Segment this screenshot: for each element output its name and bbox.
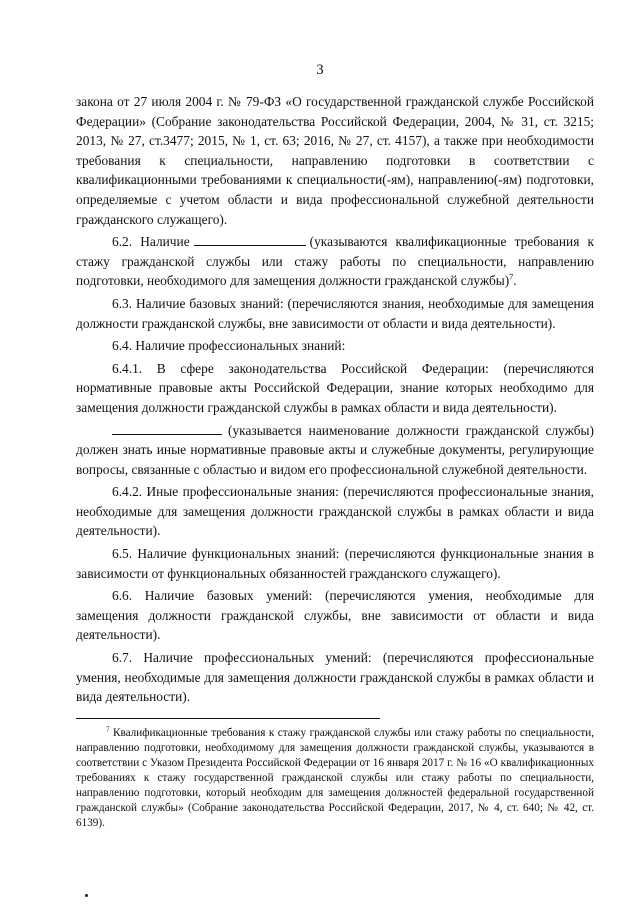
document-body <box>76 92 594 710</box>
paragraph-6-2-text: (указываются квалификационные требования к стажу гражданской службы или стажу работы по специальности, направлению подготовки, необходимого для замещения должности гражданской службы) <box>76 234 594 289</box>
paragraph-6-2 <box>76 232 594 291</box>
paragraph-6-7: 6.7. Наличие профессиональных умений: (перечисляются профессиональные умения, необходимые для замещения должности гражданской службы в рамках области и вида деятельности). <box>76 650 594 705</box>
paragraph-6-4-1-continued <box>76 421 594 480</box>
footnote-divider <box>76 718 380 719</box>
paragraph-6-2-end: . <box>513 273 517 289</box>
footnote-text: Квалификационные требования к стажу гражданской службы или стажу работы по специальности, направлению подготовки, необходимому для замещения должности гражданской службы, указываются в соответствии с Указом Президента Российской Федерации от 16 января 2017 г. № 16 «О квалификационных требованиях к стажу государственной гражданской службы или стажу работы по специальности, направлению подготовки, который необходим для замещения должностей федеральной государственной гражданской службы» (Собрание законодательства Российской Федерации, 2017, № 4, ст. 640; № 42, ст. 6139). <box>76 727 594 829</box>
paragraph-6-4-2: 6.4.2. Иные профессиональные знания: (перечисляются профессиональные знания, необходимые для замещения должности гражданской службы в рамках области и вида деятельности). <box>76 484 594 539</box>
blank-line <box>194 244 306 246</box>
paragraph-6-4-1: 6.4.1. В сфере законодательства Российской Федерации: (перечисляются нормативные правовые акты Российской Федерации, знание которых необходимо для замещения должности гражданской службы в рамках области и вида деятельности). <box>76 360 594 415</box>
paragraph-6-4: 6.4. Наличие профессиональных знаний: <box>112 338 346 354</box>
paragraph-6-2-lead: 6.2. Наличие <box>112 234 190 250</box>
footnote-reference: 7 <box>509 272 514 282</box>
footnote <box>76 726 594 831</box>
scan-mark <box>85 894 88 897</box>
paragraph-6-3: 6.3. Наличие базовых знаний: (перечисляются знания, необходимые для замещения должности гражданской службы, вне зависимости от области и вида деятельности). <box>76 295 594 331</box>
blank-line <box>112 433 222 435</box>
paragraph-6-5: 6.5. Наличие функциональных знаний: (перечисляются функциональные знания в зависимости от функциональных обязанностей гражданского служащего). <box>76 546 594 581</box>
paragraph-6-6: 6.6. Наличие базовых умений: (перечисляются умения, необходимые для замещения должности гражданской службы, вне зависимости от области и вида деятельности). <box>76 588 594 643</box>
footnote-mark: 7 <box>106 725 110 734</box>
page-number: 3 <box>316 62 324 78</box>
paragraph-law-reference: закона от 27 июля 2004 г. № 79-ФЗ «О государственной гражданской службе Российской Федерации» (Собрание законодательства Российской Федерации, 2004, № 31, ст. 3215; 2013, № 27, ст.3477; 2015, № 1, ст. 63; 2016, № 27, ст. 4157), а также при необходимости требования к специальности, направлению подготовки в соответствии с квалификационными требованиями к специальности(-ям), направлению(-ям) подготовки, определяемые с учетом области и вида профессиональной служебной деятельности гражданского служащего). <box>76 94 594 227</box>
paragraph-6-4-1-continued-text: (указывается наименование должности гражданской службы) должен знать иные нормативные правовые акты и служебные документы, регулирующие вопросы, связанные с областью и видом его профессиональной служебной деятельности. <box>76 422 594 477</box>
